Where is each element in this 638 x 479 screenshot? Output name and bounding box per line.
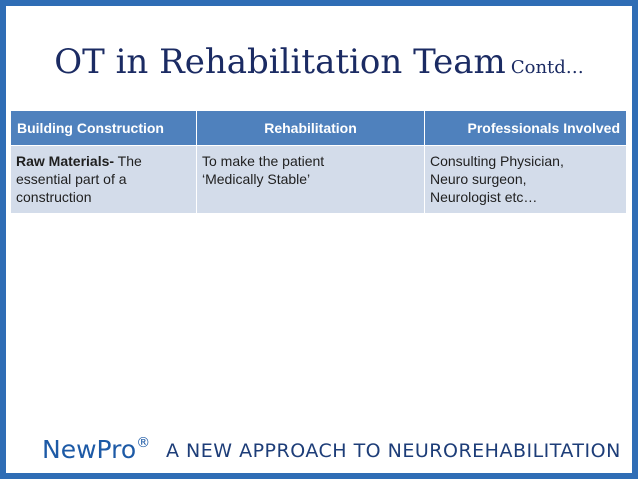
professionals-line-3: Neurologist etc…	[430, 189, 538, 205]
header-building-construction: Building Construction	[11, 111, 197, 146]
logo-text: NewPro	[42, 435, 137, 464]
comparison-table	[10, 110, 627, 214]
registered-mark: ®	[136, 435, 151, 451]
professionals-line-1: Consulting Physician,	[430, 153, 564, 169]
cell-professionals	[425, 146, 627, 214]
slide-canvas	[6, 6, 632, 432]
rehab-line-2: ‘Medically Stable’	[202, 171, 311, 187]
cell-rehabilitation	[197, 146, 425, 214]
raw-materials-text: The essential part of a construction	[16, 153, 142, 205]
footer-banner	[6, 432, 632, 473]
raw-materials-label: Raw Materials-	[16, 153, 115, 169]
footer-tagline: A NEW APPROACH TO NEUROREHABILITATION	[166, 440, 621, 462]
newpro-logo	[42, 435, 150, 464]
title-main: OT in Rehabilitation Team	[54, 42, 506, 82]
table-header-row	[11, 111, 627, 146]
slide-title	[6, 42, 632, 82]
header-professionals-involved: Professionals Involved	[425, 111, 627, 146]
rehab-line-1: To make the patient	[202, 153, 325, 169]
professionals-line-2: Neuro surgeon,	[430, 171, 527, 187]
table-row	[11, 146, 627, 214]
title-suffix: Contd…	[510, 57, 584, 78]
header-rehabilitation: Rehabilitation	[197, 111, 425, 146]
cell-building-construction	[11, 146, 197, 214]
